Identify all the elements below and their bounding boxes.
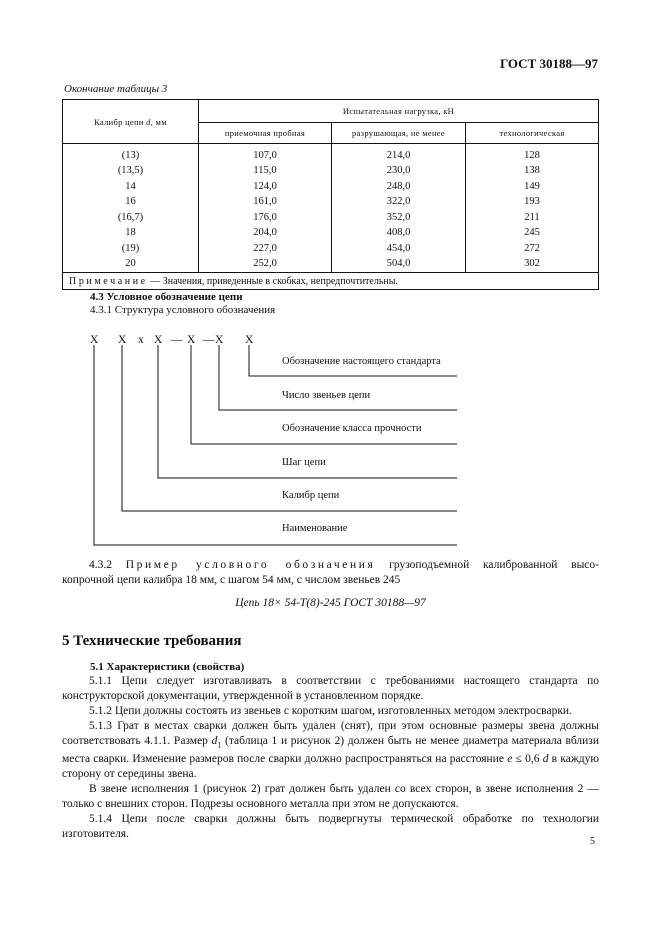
- table-cell: 161,0: [199, 195, 332, 211]
- table-cell: 408,0: [332, 226, 466, 242]
- section-5-1-title: 5.1 Характеристики (свойства): [90, 661, 245, 673]
- table-cell: 16: [63, 195, 199, 211]
- table-cell: 454,0: [332, 241, 466, 257]
- table-cell: 352,0: [332, 210, 466, 226]
- table-cell: 128: [466, 144, 599, 164]
- table-cell: 227,0: [199, 241, 332, 257]
- paragraph-5-1-2: 5.1.2 Цепи должны состоять из звеньев с коротким шагом, изготовленных методом электросварки.: [89, 705, 572, 717]
- table-cell: 176,0: [199, 210, 332, 226]
- table-cell: 115,0: [199, 164, 332, 180]
- label-pitch: Шаг цепи: [282, 457, 326, 468]
- section-5-title: 5 Технические требования: [62, 633, 242, 649]
- table-cell: (19): [63, 241, 199, 257]
- table-cell: 252,0: [199, 257, 332, 273]
- table-cell: 214,0: [332, 144, 466, 164]
- table-cell: 504,0: [332, 257, 466, 273]
- table-cell: (13,5): [63, 164, 199, 180]
- mark-4: X: [154, 334, 163, 346]
- label-strength: Обозначение класса прочности: [282, 423, 422, 434]
- mark-7: X: [245, 334, 254, 346]
- table-cell: 107,0: [199, 144, 332, 164]
- section-4-3-1-title: 4.3.1 Структура условного обозначения: [90, 304, 276, 316]
- table-cell: 204,0: [199, 226, 332, 242]
- mark-5: X: [187, 334, 196, 346]
- label-name: Наименование: [282, 523, 348, 534]
- paragraph-5-1-3-cont: В звене исполнения 1 (рисунок 2) грат должен быть удален со всех сторон, в звене исполнения 2 — только с внешних сторон. Подрезы основного металла при этом не допускаются.: [62, 783, 599, 811]
- table-cell: 138: [466, 164, 599, 180]
- table-cell: 211: [466, 210, 599, 226]
- table-cell: 14: [63, 179, 199, 195]
- subheader-breaking: разрушающая, не менее: [332, 123, 466, 144]
- table-cell: 248,0: [332, 179, 466, 195]
- table-caption: Окончание таблицы 3: [64, 83, 168, 95]
- table-cell: 230,0: [332, 164, 466, 180]
- line-name: [94, 345, 457, 545]
- table-cell: 272: [466, 241, 599, 257]
- mark-dash-1: —: [171, 334, 183, 346]
- example-paragraph: 4.3.2 Пример условного обозначения грузоподъемной калиброванной высо- копрочной цепи калибра 18 мм, с шагом 54 мм, с числом звеньев 245: [62, 559, 599, 586]
- mark-dash-2: —: [203, 334, 215, 346]
- table-cell: 302: [466, 257, 599, 273]
- section-4-3-title: 4.3 Условное обозначение цепи: [90, 291, 243, 303]
- section-5-body: [62, 674, 599, 842]
- example-formula: Цепь 18× 54-Т(8)-245 ГОСТ 30188—97: [235, 597, 426, 609]
- mark-3: x: [138, 334, 144, 346]
- table-cell: 20: [63, 257, 199, 273]
- label-standard: Обозначение настоящего стандарта: [282, 356, 441, 367]
- table-cell: 18: [63, 226, 199, 242]
- mark-6: X: [215, 334, 224, 346]
- table-cell: (16,7): [63, 210, 199, 226]
- standard-header: ГОСТ 30188—97: [499, 56, 598, 71]
- test-load-header: Испытательная нагрузка, кН: [199, 100, 599, 123]
- table-cell: 124,0: [199, 179, 332, 195]
- mark-1: X: [90, 334, 99, 346]
- label-links: Число звеньев цепи: [282, 390, 371, 401]
- paragraph-5-1-3: 5.1.3 Грат в местах сварки должен быть удален (снят), при этом основные размеры звена должны соответствовать 4.1.1. Размер $d_1$ (таблица 1 и рисунок 2) должен быть не менее диаметра материала вблизи места сварки. Изменение размеров после сварки должно распространяться на расстояние е ≤ 0,6 d в каждую сторону от середины звена.: [62, 720, 599, 781]
- table-cell: (13): [63, 144, 199, 164]
- table-cell: 322,0: [332, 195, 466, 211]
- mark-2: X: [118, 334, 127, 346]
- subheader-technological: технологическая: [466, 123, 599, 144]
- table-cell: 245: [466, 226, 599, 242]
- paragraph-5-1-4: 5.1.4 Цепи после сварки должны быть подвергнуты термической обработке по технологии изготовителя.: [62, 813, 599, 841]
- col-caliber-header: Калибр цепи d, мм: [63, 100, 199, 144]
- subheader-acceptance: приемочная пробная: [199, 123, 332, 144]
- example-spaced-label: Пример условного обозначения: [125, 559, 376, 571]
- table-cell: 193: [466, 195, 599, 211]
- label-caliber: Калибр цепи: [282, 490, 340, 501]
- table-cell: 149: [466, 179, 599, 195]
- page-number: 5: [590, 836, 595, 847]
- paragraph-5-1-1: 5.1.1 Цепи следует изготавливать в соответствии с требованиями настоящего стандарта по конструкторской документации, утвержденной в установленном порядке.: [62, 675, 599, 702]
- table-note: Примечание — Значения, приведенные в скобках, непредпочтительны.: [63, 273, 599, 290]
